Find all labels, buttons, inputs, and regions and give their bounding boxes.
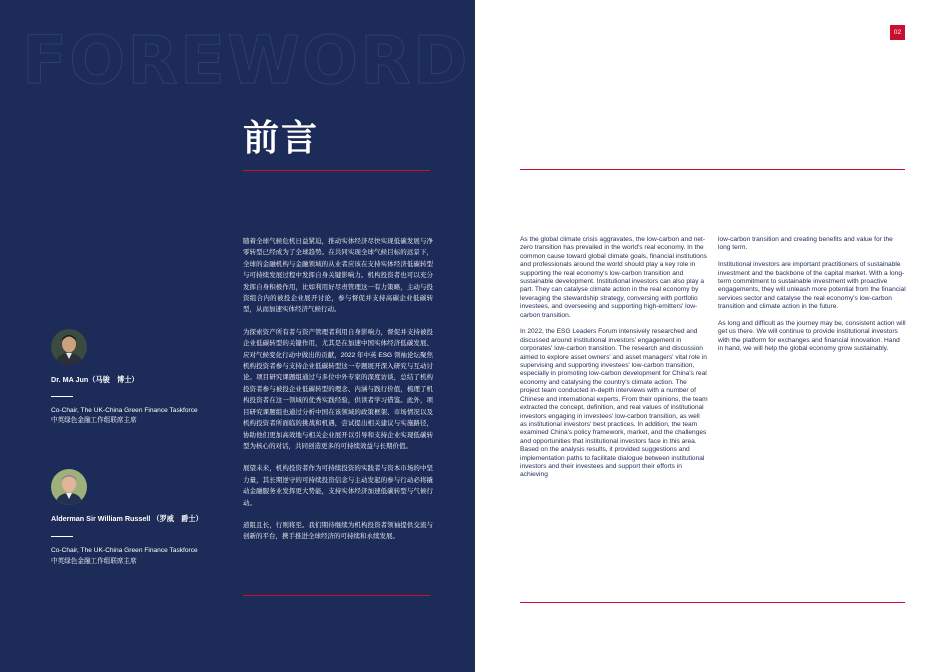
bottom-divider bbox=[520, 602, 905, 603]
person-divider bbox=[51, 536, 73, 537]
person-name: Alderman Sir William Russell （罗威 爵士） bbox=[51, 514, 203, 523]
avatar-ma-jun bbox=[51, 329, 87, 365]
chinese-body bbox=[243, 236, 433, 554]
title-divider bbox=[243, 170, 430, 171]
en-paragraph: In 2022, the ESG Leaders Forum intensively researched and discussed around institutional investors' engagement in corporates' low-carbon transition. The research and discussion aimed to explore asset owners' and asset managers' vital role in supervising and supporting investees' low-carbon transition, especially in promoting low-carbon development for China's real economy and catalysing the country's climate action. The project team conducted in-depth interviews with a number of Chinese and international experts. From their opinions, the team extracted the concept, definition, and real values of institutional investors engaging in investees' low-carbon transition, as well as institutional investors' best practices. In addition, the team examined China's policy framework, market, and the challenges and opportunities that institutional investors face in this area. Based on the analysis results, it provided suggestions and implementation paths to facilitate dialogue between institutional investors and their investees and support their efforts in achieving bbox=[520, 328, 708, 479]
person-role-en: Co-Chair, The UK-China Green Finance Taskforce bbox=[51, 547, 198, 554]
en-paragraph: low-carbon transition and creating benefits and value for the long term. bbox=[718, 236, 893, 252]
bottom-divider bbox=[243, 595, 430, 596]
foreword-watermark: FOREWORD bbox=[22, 22, 470, 99]
cn-paragraph: 随着全球气候危机日益紧迫，推动实体经济尽快实现低碳发展与净零转型已经成为了全球趋势。在共同实现全球气候目标的远景下，全球的金融机构与金融领域的从业者应该在支持实体经济低碳转型与可持续发展过程中发挥自身关键影响力。机构投资者也可以充分发挥自身积极作用，比如利用好尽责管理这一有力策略，主动与投资组合内的被投企业展开讨论，参与督促并支持高碳企业低碳转型，从而加速实体经济气候行动。 bbox=[243, 238, 433, 314]
person-role-en: Co-Chair, The UK-China Green Finance Taskforce bbox=[51, 407, 198, 414]
person-role-cn: 中英绿色金融工作组联席主席 bbox=[51, 558, 137, 565]
person-name: Dr. MA Jun（马骏 博士） bbox=[51, 375, 139, 384]
en-paragraph: As long and difficult as the journey may be, consistent action will get us there. We will continue to provide institutional investors with the platform for exchanges and financial innovation. Hand in hand, we will help the global economy grow sustainably. bbox=[718, 320, 906, 353]
english-column-2 bbox=[718, 236, 906, 362]
cn-paragraph: 道阻且长，行则将至。我们期待继续为机构投资者领袖提供交流与创新的平台，携手推进全球经济的可持续和永续发展。 bbox=[243, 521, 433, 541]
english-column-1 bbox=[520, 236, 708, 488]
avatar-william-russell bbox=[51, 469, 87, 505]
person-divider bbox=[51, 396, 73, 397]
top-divider bbox=[520, 169, 905, 170]
en-paragraph: Institutional investors are important practitioners of sustainable investment and the backbone of the capital market. With a long-term commitment to sustainable investment with proactive engagements, they will unleash more potential from the financial services sector and catalyse the real economy's low-carbon transition and climate action in the future. bbox=[718, 261, 906, 311]
en-paragraph: As the global climate crisis aggravates, the low-carbon and net-zero transition has prevailed in the world's real economy. In the common cause toward global climate goals, financial institutions and professionals around the world should play a key role in supporting the real economy's low-carbon transition and sustainable development. Institutional investors can also play a part. They can catalyse climate action in the real economy by leveraging the stewardship strategy, conversing with portfolio investees, and overseeing and supporting high-emitters' low-carbon transition. bbox=[520, 236, 707, 319]
page-title: 前言 bbox=[243, 118, 320, 159]
page-number-badge: 02 bbox=[890, 25, 905, 40]
person-role-cn: 中英绿色金融工作组联席主席 bbox=[51, 417, 137, 424]
cn-paragraph: 为探索资产所有者与资产管理者利用自身影响力，督促并支持被投企业低碳转型的关键作用，尤其是在加速中国实体经济低碳发展、应对气候变化行动中做出的贡献，2022 年中英 ESG 领袖论坛聚焦机构投资者参与支持企业低碳转型这一专题展开深入研究与互动讨论。项目研究课题组通过与多位中外专家的深度访谈，总结了机构投资者参与被投企业低碳转型的理念、内涵与践行价值，梳理了机构投资者在这一领域的优秀实践经验，供读者学习借鉴。此外，项目研究课题组也通过分析中国在该领域的政策框架、市场情况以及机构投资者所面临的挑战和机遇，尝试提出相关建议与实施路径，协助他们更加高效地与相关企业展开以引导和支持企业实现低碳转型为核心的对话，共同创造更多的可持续效益与长期价值。 bbox=[243, 328, 433, 450]
right-page bbox=[475, 0, 950, 672]
cn-paragraph: 展望未来，机构投资者作为可持续投资的实践者与资本市场的中坚力量，其长期逆守的可持续投资信念与主动发起的参与行动必将撬动金融服务业发挥更大势能，支持实体经济加速低碳转型与气候行动。 bbox=[243, 465, 433, 507]
